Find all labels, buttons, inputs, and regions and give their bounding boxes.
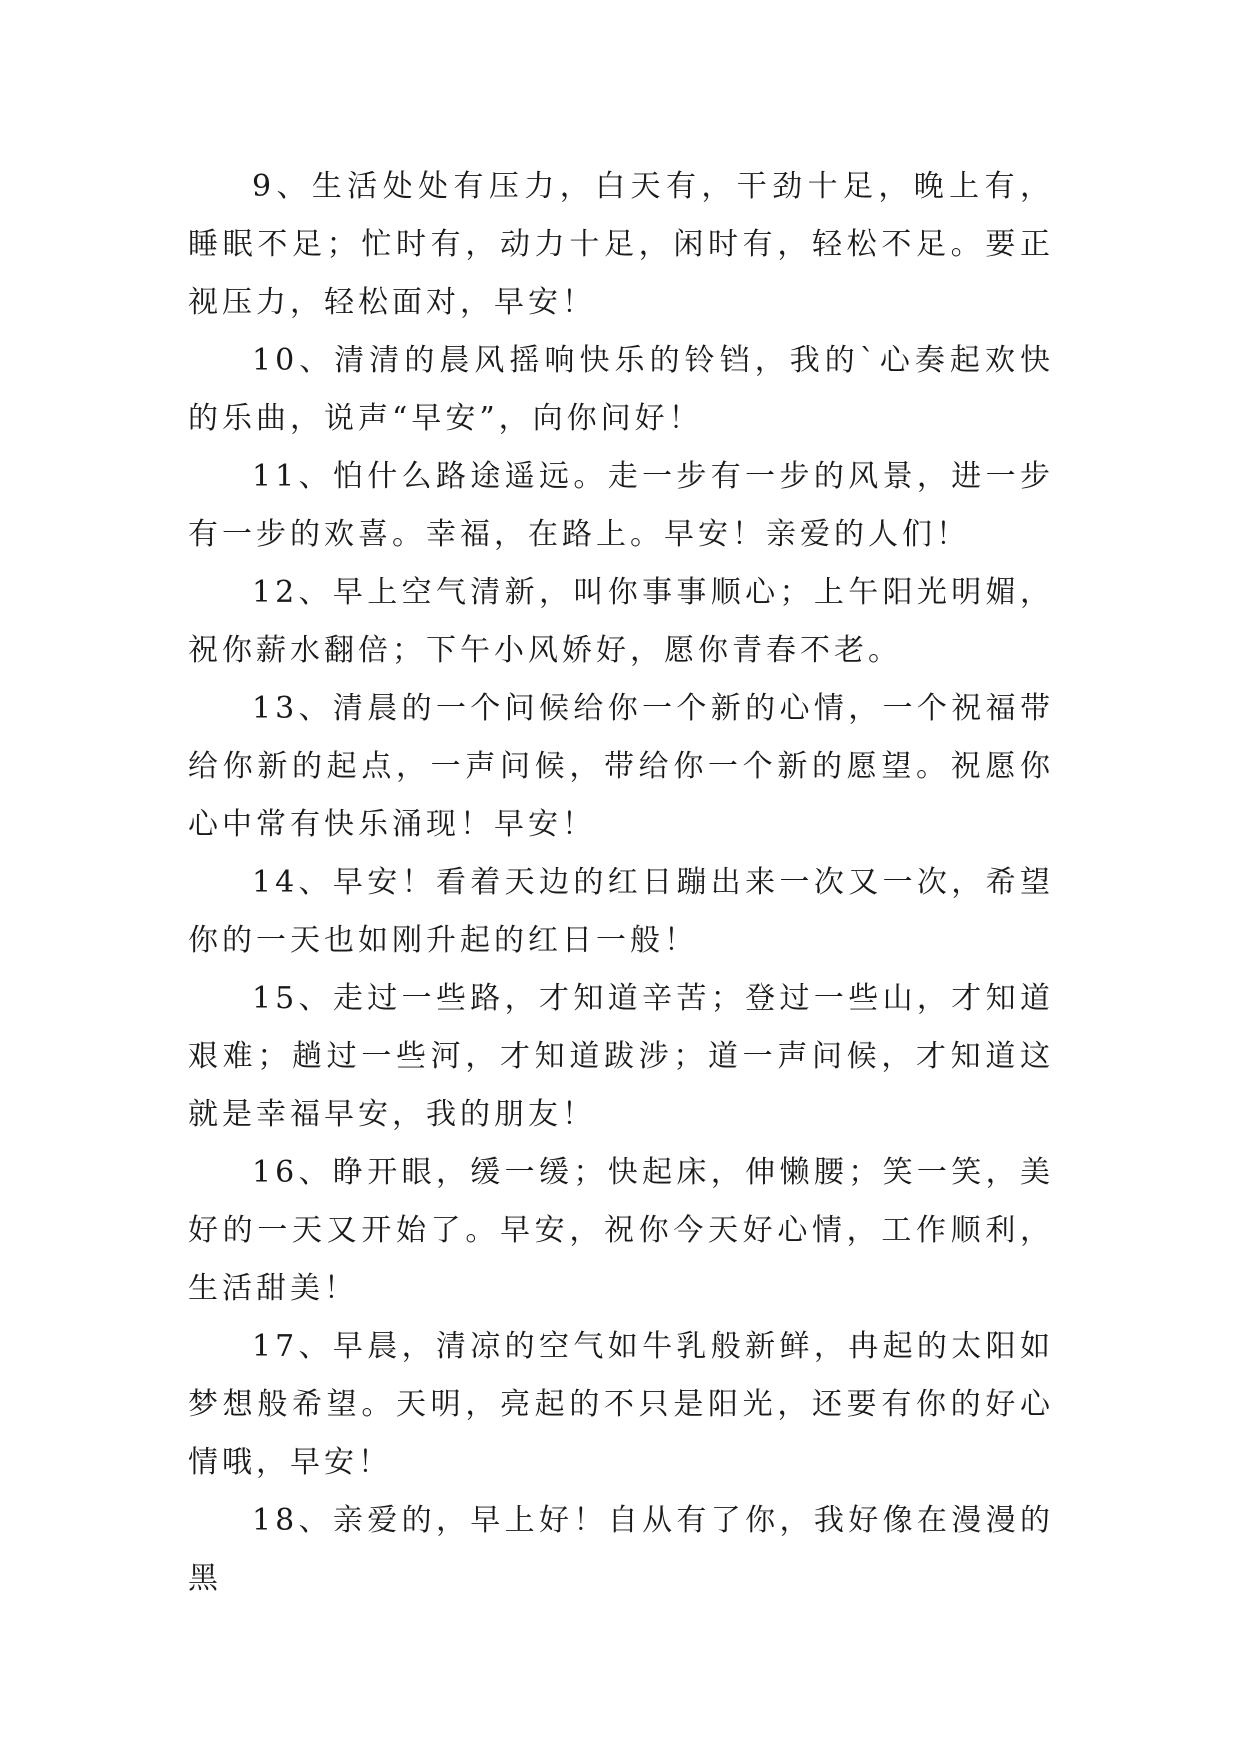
paragraph-14: 14、早安！看着天边的红日蹦出来一次又一次，希望你的一天也如刚升起的红日一般！	[188, 865, 1054, 958]
paragraph-11: 11、怕什么路途遥远。走一步有一步的风景，进一步有一步的欢喜。幸福，在路上。早安！亲爱的人们！	[188, 459, 1054, 552]
paragraph-16: 16、睁开眼，缓一缓；快起床，伸懒腰；笑一笑，美好的一天又开始了。早安，祝你今天好心情，工作顺利，生活甜美！	[188, 1155, 1054, 1306]
paragraph-15: 15、走过一些路，才知道辛苦；登过一些山，才知道艰难；趟过一些河，才知道跋涉；道一声问候，才知道这就是幸福早安，我的朋友！	[188, 981, 1054, 1132]
paragraph-9: 9、生活处处有压力，白天有，干劲十足，晚上有，睡眠不足；忙时有，动力十足，闲时有，轻松不足。要正视压力，轻松面对，早安！	[188, 169, 1054, 320]
paragraph-12: 12、早上空气清新，叫你事事顺心；上午阳光明媚，祝你薪水翻倍；下午小风娇好，愿你青春不老。	[188, 575, 1054, 668]
paragraph-18: 18、亲爱的，早上好！自从有了你，我好像在漫漫的黑	[188, 1503, 1054, 1596]
paragraph-10: 10、清清的晨风摇响快乐的铃铛，我的`心奏起欢快的乐曲，说声“早安”，向你问好！	[188, 343, 1054, 436]
document-body	[188, 158, 1054, 1608]
paragraph-13: 13、清晨的一个问候给你一个新的心情，一个祝福带给你新的起点，一声问候，带给你一个新的愿望。祝愿你心中常有快乐涌现！早安！	[188, 691, 1054, 842]
paragraph-17: 17、早晨，清凉的空气如牛乳般新鲜，冉起的太阳如梦想般希望。天明，亮起的不只是阳光，还要有你的好心情哦，早安！	[188, 1329, 1054, 1480]
